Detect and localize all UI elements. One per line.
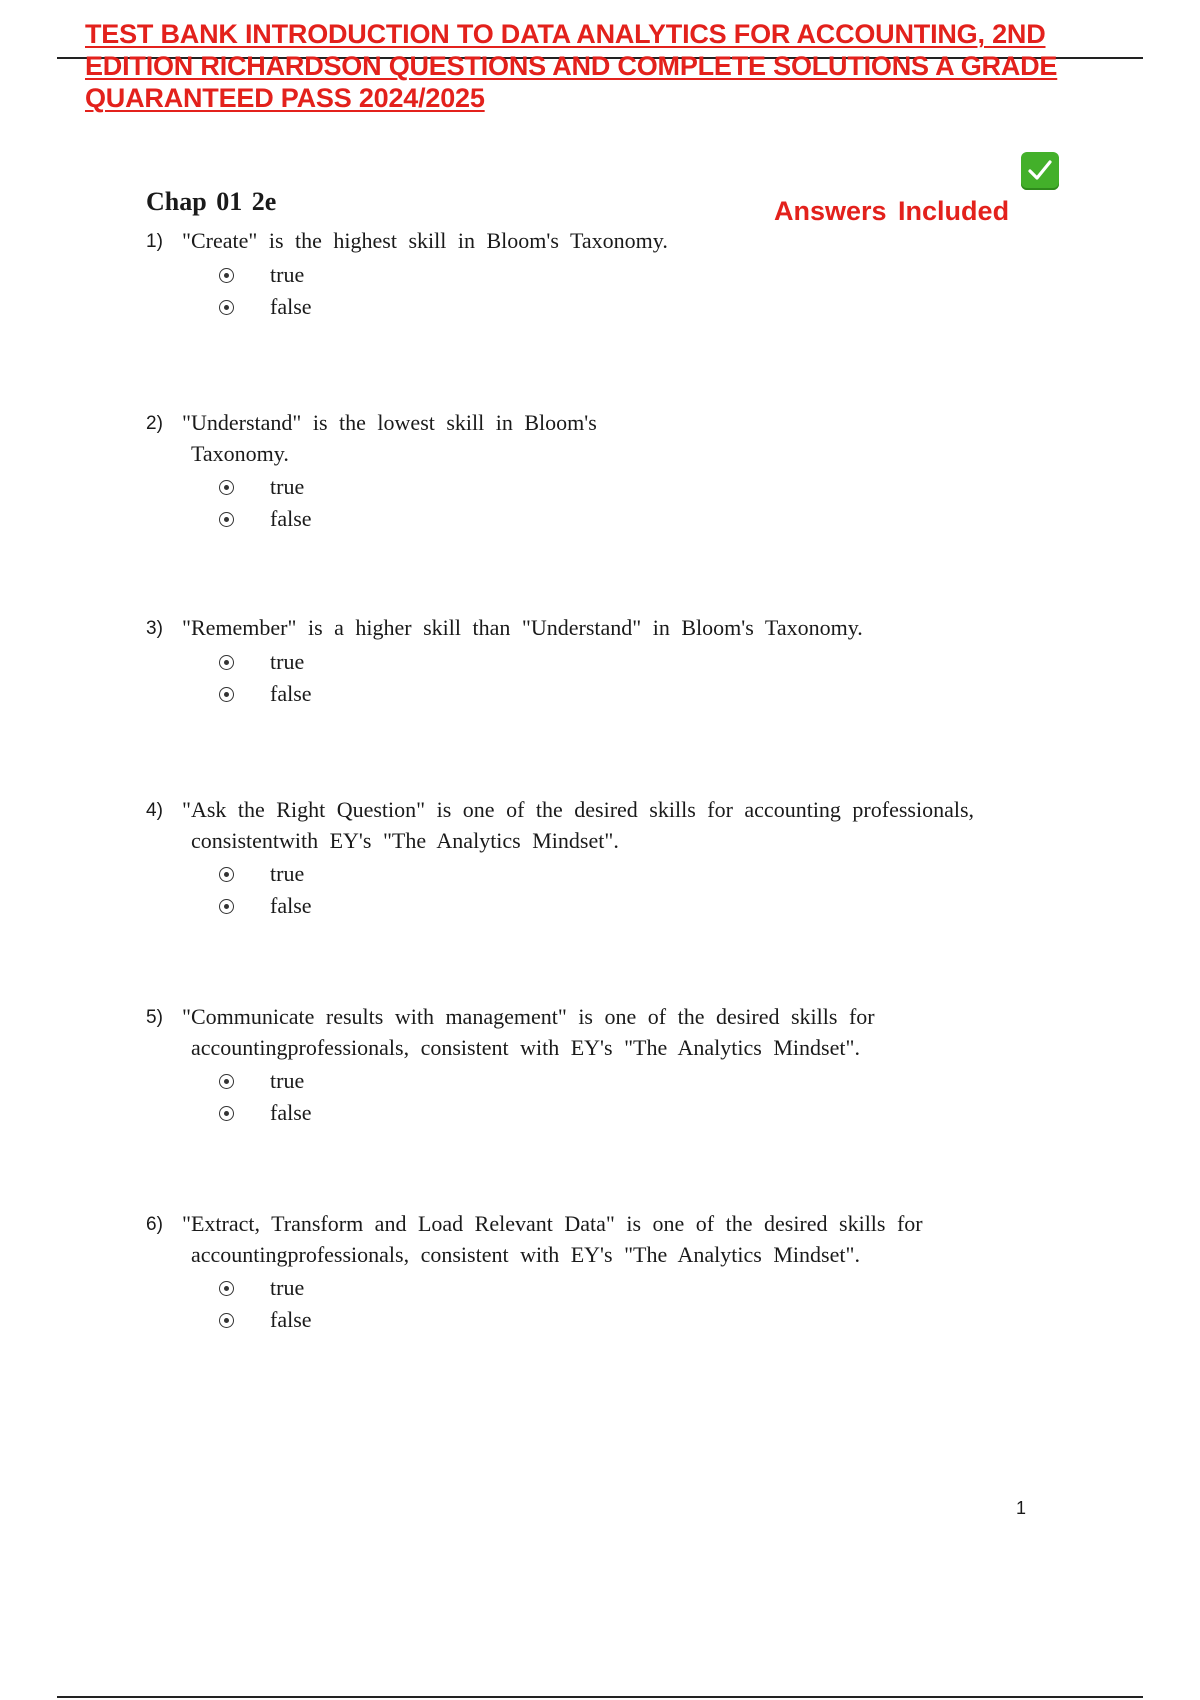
question-text (182, 794, 1106, 856)
question-number: 6) (146, 1214, 163, 1235)
chapter-heading: Chap 01 2e (146, 187, 277, 216)
answer-option-label: false (270, 893, 312, 918)
question-stem (146, 794, 1106, 856)
question-text (182, 225, 1106, 257)
question-text-line: "Extract, Transform and Load Relevant Data" is one of the desired skills for (182, 1211, 923, 1236)
answer-options (146, 1272, 1106, 1336)
question-text (182, 612, 1106, 644)
document-title-line: EDITION RICHARDSON QUESTIONS AND COMPLETE SOLUTIONS A GRADE (85, 51, 1058, 81)
question-number: 2) (146, 413, 163, 434)
question-text-line: "Ask the Right Question" is one of the desired skills for accounting professionals, (182, 797, 975, 822)
radio-button-icon[interactable] (219, 1106, 234, 1121)
question-text (182, 407, 1106, 469)
answer-option-false[interactable] (219, 1097, 1106, 1129)
radio-button-icon[interactable] (219, 268, 234, 283)
answer-options (146, 259, 1106, 323)
question-item (146, 794, 1106, 922)
answer-option-false[interactable] (219, 291, 1106, 323)
answer-option-false[interactable] (219, 678, 1106, 710)
question-text-line: "Communicate results with management" is one of the desired skills for (182, 1004, 875, 1029)
question-item (146, 612, 1106, 710)
question-number: 1) (146, 231, 163, 252)
answer-option-true[interactable] (219, 1065, 1106, 1097)
question-text-line: "Remember" is a higher skill than "Understand" in Bloom's Taxonomy. (182, 615, 863, 640)
answer-option-label: true (270, 262, 305, 287)
answer-option-true[interactable] (219, 646, 1106, 678)
radio-button-icon[interactable] (219, 655, 234, 670)
question-list (146, 225, 1106, 1336)
question-text-line: "Understand" is the lowest skill in Bloom's (182, 410, 597, 435)
question-text-line: Taxonomy. (191, 441, 289, 466)
radio-button-icon[interactable] (219, 687, 234, 702)
answer-option-true[interactable] (219, 858, 1106, 890)
answer-option-true[interactable] (219, 471, 1106, 503)
question-text-line: accountingprofessionals, consistent with EY's "The Analytics Mindset". (191, 1242, 860, 1267)
answer-option-label: true (270, 649, 305, 674)
answers-included-label: Answers Included (774, 196, 1010, 226)
answer-option-label: true (270, 861, 305, 886)
answer-option-label: true (270, 1275, 305, 1300)
answer-option-false[interactable] (219, 1304, 1106, 1336)
check-mark-icon (1021, 152, 1059, 190)
radio-button-icon[interactable] (219, 480, 234, 495)
question-stem (146, 1001, 1106, 1063)
document-title-line: TEST BANK INTRODUCTION TO DATA ANALYTICS FOR ACCOUNTING, 2ND (85, 19, 1046, 49)
page-number: 1 (1016, 1498, 1027, 1518)
answer-option-true[interactable] (219, 1272, 1106, 1304)
radio-button-icon[interactable] (219, 1313, 234, 1328)
answer-option-label: false (270, 1307, 312, 1332)
question-text-line: "Create" is the highest skill in Bloom's Taxonomy. (182, 228, 668, 253)
question-stem (146, 225, 1106, 257)
document-title (85, 18, 1135, 114)
answer-options (146, 1065, 1106, 1129)
answer-options (146, 858, 1106, 922)
radio-button-icon[interactable] (219, 300, 234, 315)
question-stem (146, 1208, 1106, 1270)
answer-option-label: false (270, 681, 312, 706)
question-number: 3) (146, 618, 163, 639)
answer-option-label: false (270, 294, 312, 319)
radio-button-icon[interactable] (219, 867, 234, 882)
question-stem (146, 612, 1106, 644)
answer-options (146, 646, 1106, 710)
question-text-line: accountingprofessionals, consistent with EY's "The Analytics Mindset". (191, 1035, 860, 1060)
question-number: 5) (146, 1007, 163, 1028)
answer-option-false[interactable] (219, 503, 1106, 535)
answer-option-false[interactable] (219, 890, 1106, 922)
answer-option-label: false (270, 506, 312, 531)
radio-button-icon[interactable] (219, 899, 234, 914)
radio-button-icon[interactable] (219, 1281, 234, 1296)
answer-option-true[interactable] (219, 259, 1106, 291)
question-item (146, 407, 1106, 535)
answer-options (146, 471, 1106, 535)
question-item (146, 1208, 1106, 1336)
answer-option-label: true (270, 474, 305, 499)
question-item (146, 225, 1106, 323)
question-text (182, 1001, 1106, 1063)
answer-option-label: true (270, 1068, 305, 1093)
question-text-line: consistentwith EY's "The Analytics Mindset". (191, 828, 619, 853)
radio-button-icon[interactable] (219, 512, 234, 527)
answer-option-label: false (270, 1100, 312, 1125)
footer-rule (57, 1696, 1143, 1698)
radio-button-icon[interactable] (219, 1074, 234, 1089)
question-text (182, 1208, 1106, 1270)
question-number: 4) (146, 800, 163, 821)
question-stem (146, 407, 1106, 469)
document-title-line: QUARANTEED PASS 2024/2025 (85, 83, 485, 113)
question-item (146, 1001, 1106, 1129)
